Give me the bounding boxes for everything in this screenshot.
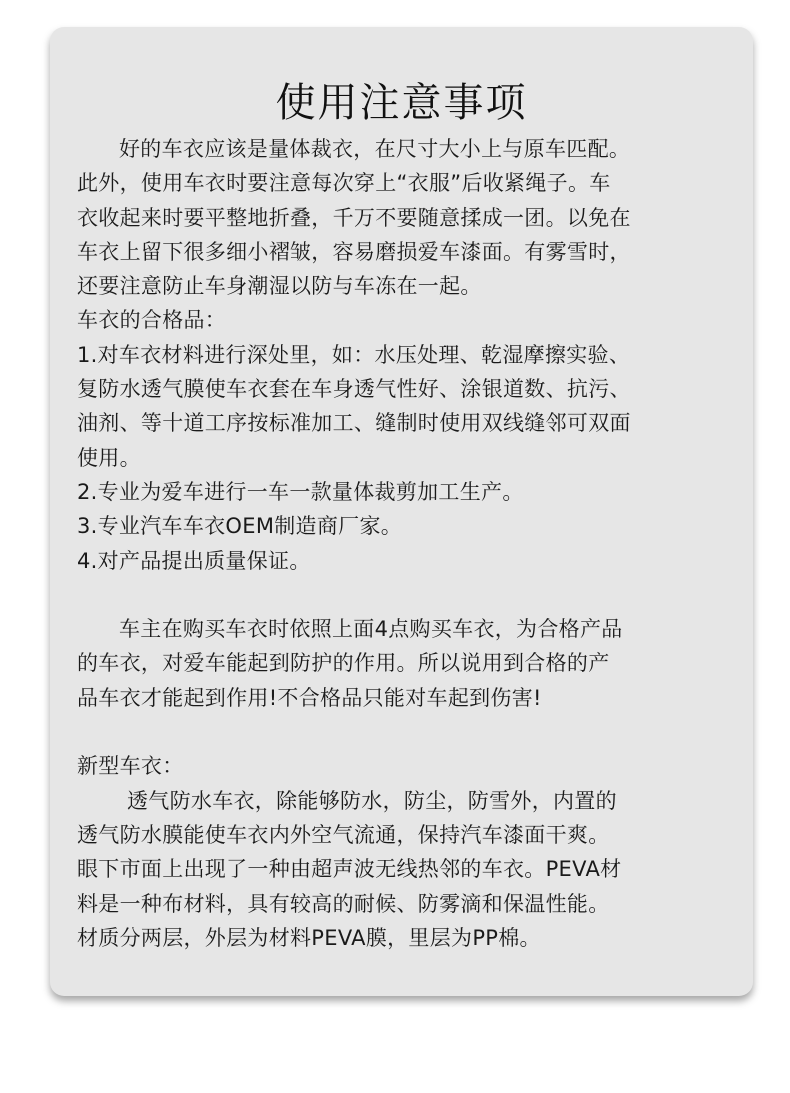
text-line: 眼下市面上出现了一种由超声波无线热邻的车衣。PEVA材 bbox=[77, 857, 622, 882]
text-line: 复防水透气膜使车衣套在车身透气性好、涂银道数、抗污、 bbox=[77, 377, 631, 402]
list-item: 4.对产品提出质量保证。 bbox=[77, 548, 311, 573]
notice-card bbox=[50, 27, 753, 996]
notice-body bbox=[77, 132, 733, 955]
text-line: 品车衣才能起到作用!不合格品只能对车起到伤害! bbox=[77, 685, 542, 710]
text-line: 透气防水车衣，除能够防水，防尘，防雪外，内置的 bbox=[127, 788, 617, 813]
section-heading-qualified: 车衣的合格品： bbox=[77, 308, 227, 333]
list-item: 2.专业为爱车进行一车一款量体裁剪加工生产。 bbox=[77, 479, 524, 504]
text-line: 此外，使用车衣时要注意每次穿上“衣服”后收紧绳子。车 bbox=[77, 171, 611, 196]
text-line: 材质分两层，外层为材料PEVA膜，里层为PP棉。 bbox=[77, 925, 541, 950]
blank-line bbox=[77, 578, 733, 612]
section-heading-new: 新型车衣： bbox=[77, 754, 184, 779]
text-line: 油剂、等十道工序按标准加工、缝制时使用双线缝邻可双面 bbox=[77, 411, 631, 436]
text-line: 透气防水膜能使车衣内外空气流通，保持汽车漆面干爽。 bbox=[77, 822, 610, 847]
text-line: 使用。 bbox=[77, 445, 141, 470]
text-line: 衣收起来时要平整地折叠，千万不要随意揉成一团。以免在 bbox=[77, 205, 631, 230]
text-line: 车衣上留下很多细小褶皱，容易磨损爱车漆面。有雾雪时， bbox=[77, 239, 631, 264]
text-line: 的车衣，对爱车能起到防护的作用。所以说用到合格的产 bbox=[77, 651, 610, 676]
text-line: 好的车衣应该是量体裁衣，在尺寸大小上与原车匹配。 bbox=[119, 137, 631, 161]
page-title: 使用注意事项 bbox=[275, 80, 528, 126]
list-item: 1.对车衣材料进行深处里，如：水压处理、乾湿摩擦实验、 bbox=[77, 342, 631, 367]
text-line: 车主在购买车衣时依照上面4点购买车衣，为合格产品 bbox=[119, 617, 623, 642]
list-item: 3.专业汽车车衣OEM制造商厂家。 bbox=[77, 514, 403, 539]
text-line: 料是一种布材料，具有较高的耐候、防雾滴和保温性能。 bbox=[77, 891, 610, 916]
blank-line bbox=[77, 715, 733, 749]
text-line: 还要注意防止车身潮湿以防与车冻在一起。 bbox=[77, 274, 482, 299]
